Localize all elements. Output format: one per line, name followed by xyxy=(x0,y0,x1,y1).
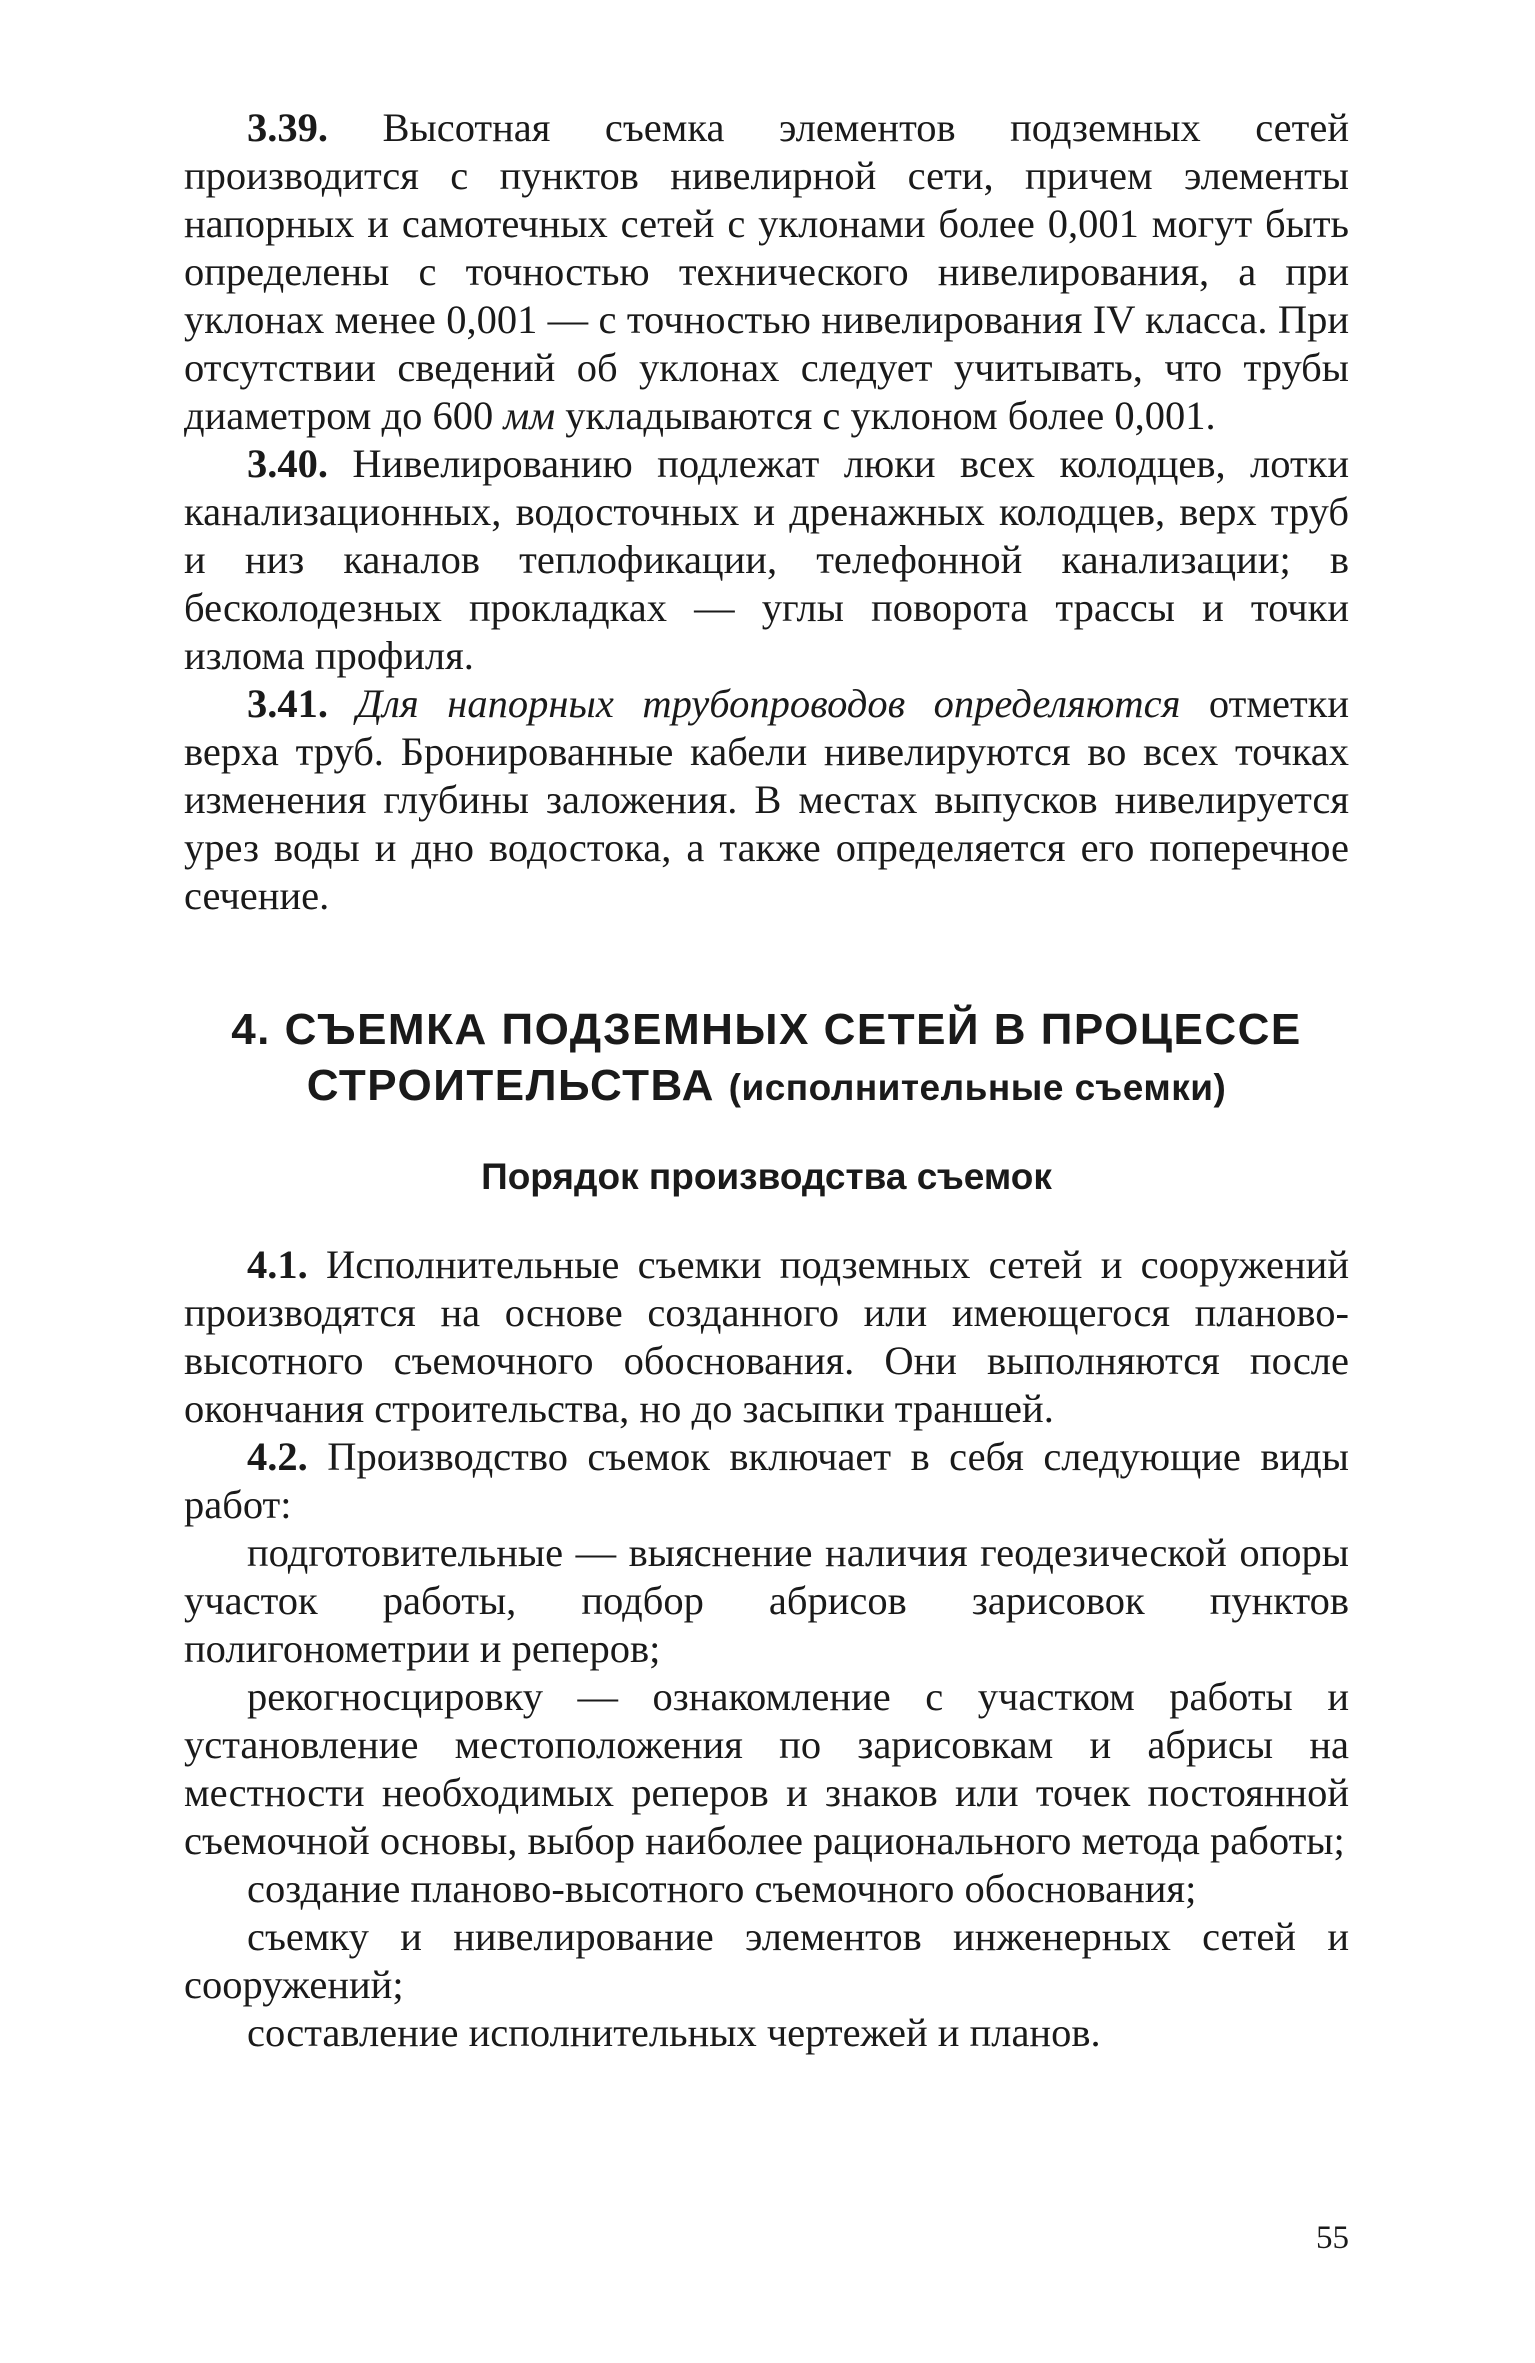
paragraph-3-41 xyxy=(184,680,1349,920)
paragraph-4-2 xyxy=(184,1433,1349,1529)
list-item: создание планово-высотного съемочного обоснования; xyxy=(247,1866,1197,1911)
paragraph-number: 3.41. xyxy=(247,681,328,726)
paragraph-text: Исполнительные съемки подземных сетей и сооружений производятся на основе созданного или имеющегося планово-высотного съемочного обоснования. Они выполняются после окончания строительства, но до засыпки траншей. xyxy=(184,1242,1349,1431)
paragraph-text: Производство съемок включает в себя следующие виды работ: xyxy=(184,1434,1349,1527)
list-item: рекогносцировку — ознакомление с участком работы и установление местоположения по зарисовкам и абрисы на местности необходимых реперов и знаков или точек постоянной съемочной основы, выбор наиболее рационального метода работы; xyxy=(184,1674,1349,1863)
paragraph-text: Нивелированию подлежат люки всех колодцев, лотки канализационных, водосточных и дренажных колодцев, верх труб и низ каналов теплофикации, телефонной канализации; в бесколодезных прокладках — углы поворота трассы и точки излома профиля. xyxy=(184,441,1349,678)
paragraph-number: 4.1. xyxy=(247,1242,308,1287)
unit-text: мм xyxy=(503,393,556,438)
paragraph-text: Высотная съемка элементов подземных сетей производится с пунктов нивелирной сети, причем элементы напорных и самотечных сетей с уклонами более 0,001 могут быть определены с точностью технического нивелирования, а при уклонах менее 0,001 — с точностью нивелирования IV класса. При отсутствии сведений об уклонах следует учитывать, что трубы диаметром до 600 xyxy=(184,105,1349,438)
paragraph-3-40 xyxy=(184,440,1349,680)
paragraph-3-39 xyxy=(184,104,1349,440)
section-title xyxy=(184,1002,1349,1116)
subheading: Порядок производства съемок xyxy=(481,1156,1052,1197)
italic-lead-text: Для напорных трубопроводов определяются xyxy=(328,681,1181,726)
section-title-word: СТРОИТЕЛЬСТВА xyxy=(306,1061,715,1110)
paragraph-4-1 xyxy=(184,1241,1349,1433)
paragraph-text-end: укладываются с уклоном более 0,001. xyxy=(555,393,1216,438)
section-title-line-2 xyxy=(184,1058,1349,1116)
list-item: подготовительные — выяснение наличия геодезической опоры участок работы, подбор абрисов зарисовок пунктов полигонометрии и реперов; xyxy=(184,1530,1349,1671)
paragraph-text: отметки верха труб. Бронированные кабели нивелируются во всех точках изменения глубины заложения. В местах выпусков нивелируется урез воды и дно водостока, а также определяется его поперечное сечение. xyxy=(184,681,1350,918)
list-item: составление исполнительных чертежей и планов. xyxy=(247,2010,1101,2055)
list-item: съемку и нивелирование элементов инженерных сетей и сооружений; xyxy=(184,1914,1349,2007)
paragraphs-block-4 xyxy=(184,1241,1349,2057)
section-title-line-1: 4. СЪЕМКА ПОДЗЕМНЫХ СЕТЕЙ В ПРОЦЕССЕ xyxy=(231,1005,1302,1054)
paragraphs-block-3 xyxy=(184,104,1349,920)
paragraph-number: 4.2. xyxy=(247,1434,308,1479)
paragraph-number: 3.39. xyxy=(247,105,328,150)
section-title-sub: (исполнительные съемки) xyxy=(728,1067,1227,1108)
page-number: 55 xyxy=(1316,2220,1349,2256)
paragraph-number: 3.40. xyxy=(247,441,328,486)
